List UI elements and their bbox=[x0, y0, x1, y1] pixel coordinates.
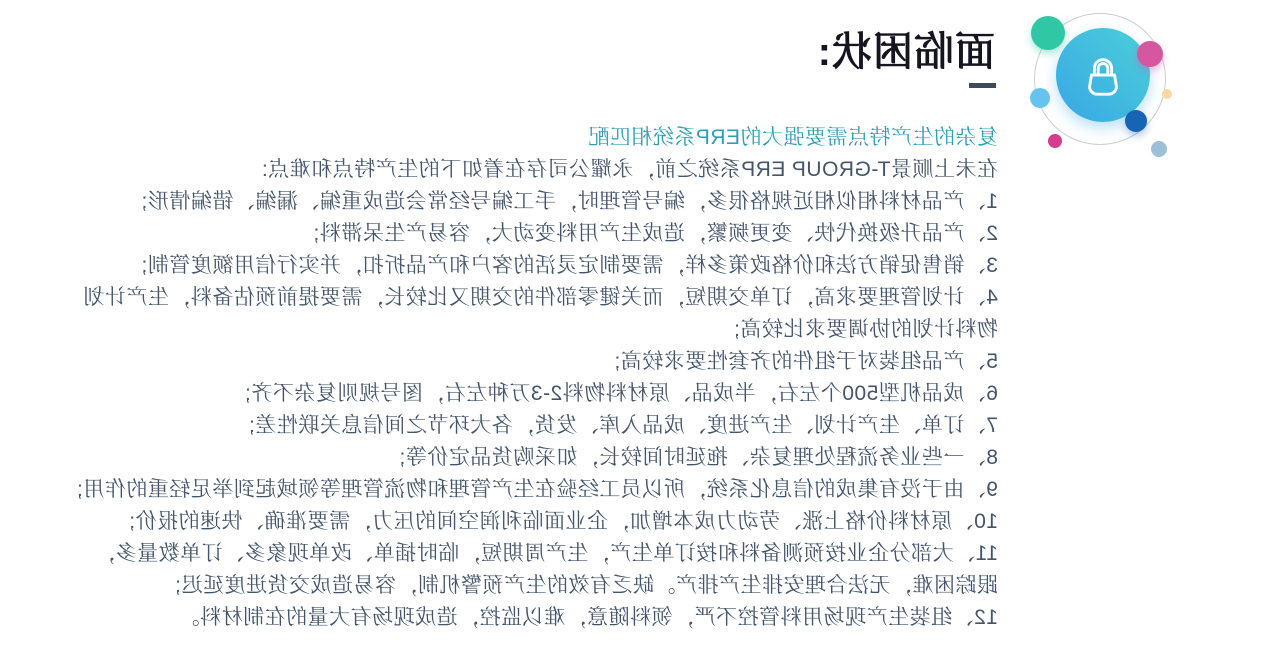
body-item-1: 1、产品材料相似相近规格很多，编号管理时，手工编号经常会造成重编、漏编、错编情形; bbox=[140, 190, 998, 213]
lock-glyph-icon bbox=[1080, 52, 1126, 98]
body-item-12: 12、组装生产现场用料管控不严，领料随意，难以监控，造成现场有大量的在制材料。 bbox=[178, 606, 998, 629]
body-item-6: 6、成品机型500个左右，半成品、原材料物料2-3万种左右，图号规则复杂不齐; bbox=[244, 382, 998, 405]
body-heading: 复杂的生产特点需要强大的ERP系统相匹配 bbox=[587, 126, 998, 149]
decorative-dot-magenta bbox=[1137, 41, 1163, 67]
lock-icon bbox=[1056, 28, 1150, 122]
body-item-8: 8、一些业务流程处理复杂、拖延时间较长，如采购货品定价等; bbox=[398, 446, 998, 469]
body-intro-line: 在未上顺景T-GROUP ERP系统之前，永耀公司存在着如下的生产特点和难点: bbox=[261, 158, 998, 181]
page-title: 面临困状: bbox=[816, 30, 995, 74]
decorative-dot-cream-small bbox=[1162, 89, 1172, 99]
body-item-4: 4、计划管理要求高，订单交期短，而关键零部件的交期又比较长，需要提前预估备料，生产计划 bbox=[82, 286, 998, 309]
decorative-dot-green bbox=[1031, 16, 1065, 50]
body-item-9: 9、由于没有集成的信息化系统，所以员工经验在生产管理和物流管理等领域起到举足轻重的作用; bbox=[76, 478, 998, 501]
body-item-11: 11、大部分企业按预测备料和按订单生产，生产周期短，临时插单、改单现象多、订单数量多， bbox=[93, 542, 998, 565]
body-item-5: 5、产品组装对于组件的齐套性要求较高; bbox=[613, 350, 998, 373]
decorative-dot-darkblue bbox=[1125, 110, 1147, 132]
decorative-dot-magenta-small bbox=[1048, 134, 1062, 148]
decorative-dot-lightblue bbox=[1030, 88, 1050, 108]
body-item-11-continued: 跟踪困难，无法合理安排生产排产。缺乏有效的生产预警机制，容易造成交货进度延迟; bbox=[174, 574, 998, 597]
decorative-dot-slate-small bbox=[1151, 141, 1167, 157]
body-item-2: 2、产品升级换代快、变更频繁，造成生产用料变动大，容易产生呆滞料; bbox=[312, 222, 998, 245]
title-underline-dash bbox=[969, 83, 996, 88]
body-item-3: 3、销售促销方法和价格政策多样，需要制定灵活的客户和产品折扣，并实行信用额度管制; bbox=[140, 254, 998, 277]
body-text-block bbox=[6, 122, 998, 634]
body-item-7: 7、订单、生产计划、生产进度、成品入库、发货，各大环节之间信息关联性差; bbox=[248, 414, 998, 437]
body-item-10: 10、原材料价格上涨、劳动力成本增加，企业面临利润空间的压力，需要准确、快速的报价; bbox=[128, 510, 998, 533]
body-item-4-continued: 物料计划的协调要求比较高; bbox=[733, 318, 998, 341]
